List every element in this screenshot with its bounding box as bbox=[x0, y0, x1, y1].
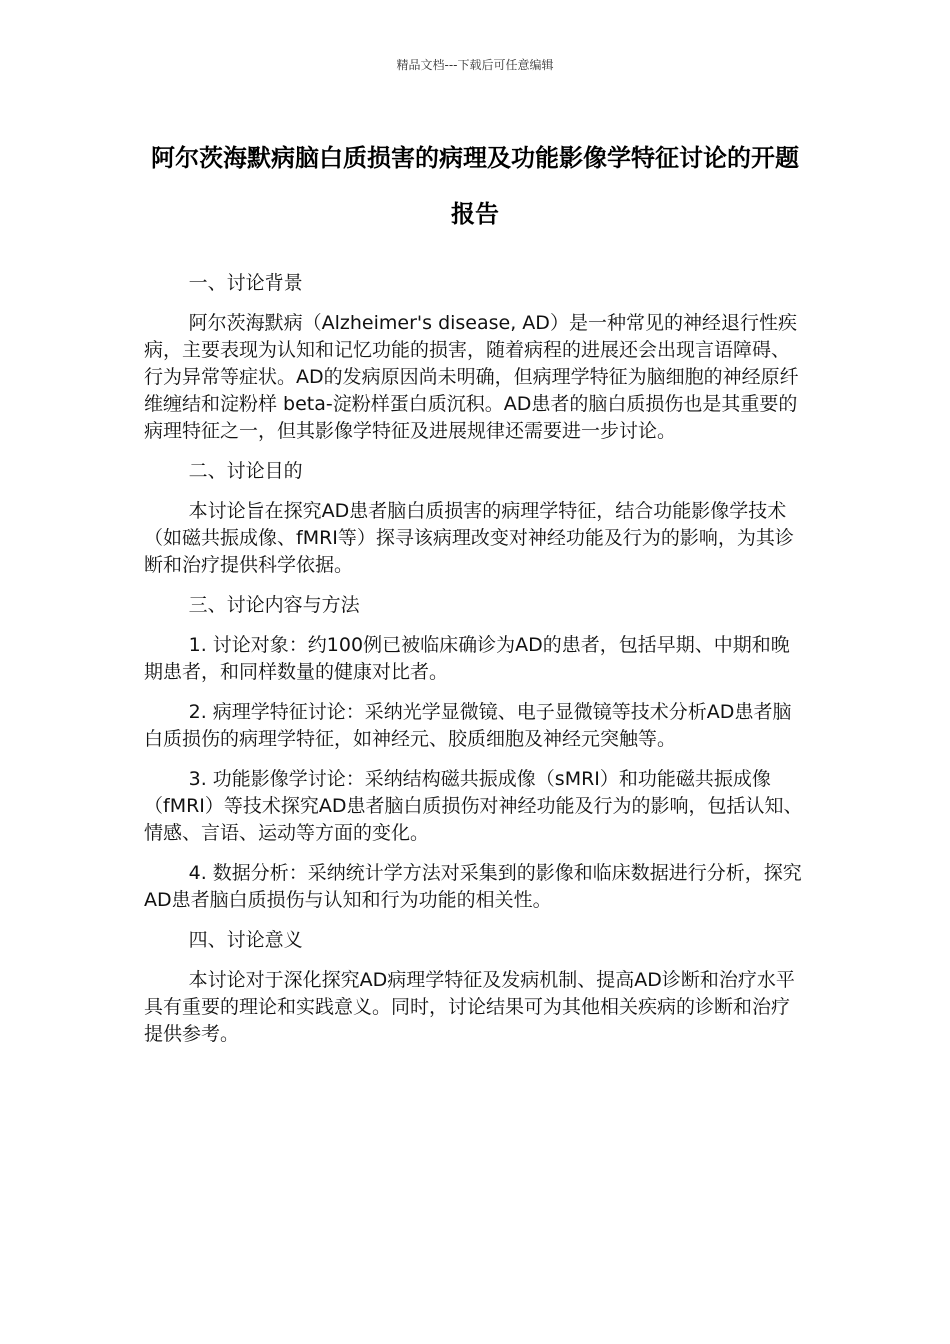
list-item-analysis: 4. 数据分析：采纳统计学方法对采集到的影像和临床数据进行分析，探究AD患者脑白质损伤与认知和行为功能的相关性。 bbox=[144, 862, 802, 911]
list-item-subjects: 1. 讨论对象：约100例已被临床确诊为AD的患者，包括早期、中期和晚期患者，和同样数量的健康对比者。 bbox=[144, 634, 790, 683]
section-heading-methods: 三、讨论内容与方法 bbox=[188, 594, 360, 616]
list-item-imaging: 3. 功能影像学讨论：采纳结构磁共振成像（sMRI）和功能磁共振成像（fMRI）等技术探究AD患者脑白质损伤对神经功能及行为的影响，包括认知、情感、言语、运动等方面的变化。 bbox=[144, 768, 803, 844]
page-header: 精品文档---下载后可任意编辑 bbox=[396, 58, 554, 72]
document-title: 阿尔茨海默病脑白质损害的病理及功能影像学特征讨论的开题报告 bbox=[151, 144, 799, 228]
document-body bbox=[144, 270, 808, 1061]
paragraph-background: 阿尔茨海默病（Alzheimer's disease, AD）是一种常见的神经退行性疾病，主要表现为认知和记忆功能的损害，随着病程的进展还会出现言语障碍、行为异常等症状。AD的发病原因尚未明确，但病理学特征为脑细胞的神经原纤维缠结和淀粉样 beta-淀粉样蛋白质沉积。AD患者的脑白质损伤也是其重要的病理特征之一，但其影像学特征及进展规律还需要进一步讨论。 bbox=[144, 312, 799, 442]
section-heading-purpose: 二、讨论目的 bbox=[188, 460, 303, 482]
paragraph-purpose: 本讨论旨在探究AD患者脑白质损害的病理学特征，结合功能影像学技术（如磁共振成像、fMRI等）探寻该病理改变对神经功能及行为的影响，为其诊断和治疗提供科学依据。 bbox=[144, 500, 794, 576]
section-heading-significance: 四、讨论意义 bbox=[188, 929, 303, 951]
paragraph-significance: 本讨论对于深化探究AD病理学特征及发病机制、提高AD诊断和治疗水平具有重要的理论和实践意义。同时，讨论结果可为其他相关疾病的诊断和治疗提供参考。 bbox=[144, 969, 795, 1045]
section-heading-background: 一、讨论背景 bbox=[188, 272, 303, 294]
list-item-pathology: 2. 病理学特征讨论：采纳光学显微镜、电子显微镜等技术分析AD患者脑白质损伤的病理学特征，如神经元、胶质细胞及神经元突触等。 bbox=[144, 701, 792, 750]
